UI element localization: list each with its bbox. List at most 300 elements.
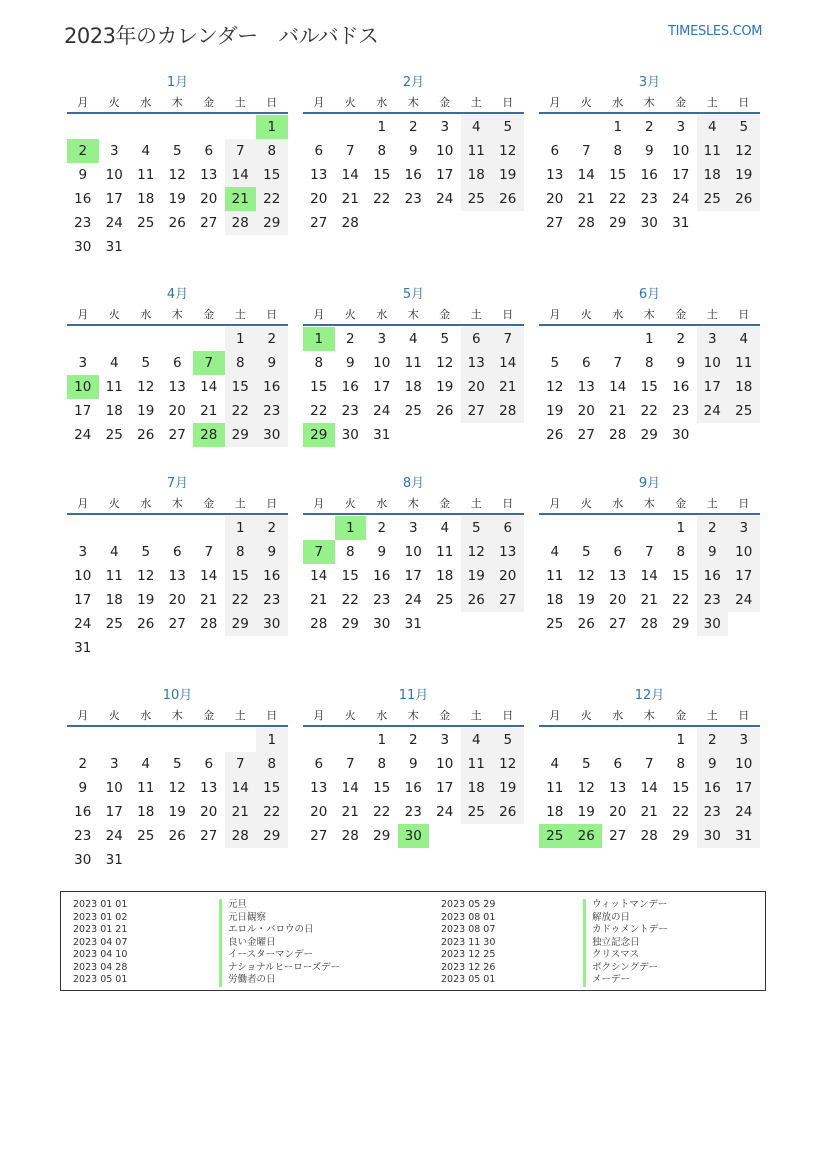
day-cell[interactable]: 3 <box>697 327 729 351</box>
day-cell[interactable]: 2 <box>256 516 288 540</box>
day-cell[interactable]: 27 <box>609 616 627 632</box>
day-cell[interactable]: 20 <box>577 403 595 419</box>
day-cell[interactable]: 6 <box>613 756 623 772</box>
day-cell[interactable]: 23 <box>697 588 729 612</box>
day-cell[interactable]: 11 <box>728 351 760 375</box>
day-cell[interactable]: 17 <box>436 167 454 183</box>
day-cell[interactable]: 3 <box>109 143 119 159</box>
day-cell[interactable]: 4 <box>550 544 560 560</box>
day-cell[interactable]: 24 <box>373 403 391 419</box>
day-cell[interactable]: 18 <box>461 776 493 800</box>
site-logo[interactable]: TIMESLES.COM <box>668 24 763 39</box>
day-cell[interactable]: 16 <box>74 191 92 207</box>
day-cell[interactable]: 21 <box>640 804 658 820</box>
day-cell[interactable]: 21 <box>492 375 524 399</box>
day-cell[interactable]: 16 <box>640 167 658 183</box>
day-cell[interactable]: 9 <box>676 355 686 371</box>
day-cell[interactable]: 15 <box>256 776 288 800</box>
day-cell[interactable]: 28 <box>341 215 359 231</box>
day-cell[interactable]: 14 <box>492 351 524 375</box>
day-cell[interactable]: 4 <box>141 143 151 159</box>
day-cell[interactable]: 20 <box>310 804 328 820</box>
day-cell[interactable]: 22 <box>609 191 627 207</box>
day-cell[interactable]: 1 <box>225 516 257 540</box>
day-cell[interactable]: 5 <box>172 756 182 772</box>
day-cell[interactable]: 23 <box>640 191 658 207</box>
day-cell[interactable]: 21 <box>200 403 218 419</box>
day-cell[interactable]: 2 <box>408 732 418 748</box>
day-cell[interactable]: 27 <box>609 828 627 844</box>
day-cell[interactable]: 9 <box>345 355 355 371</box>
day-cell[interactable]: 25 <box>697 187 729 211</box>
day-cell[interactable]: 2 <box>345 331 355 347</box>
day-cell[interactable]: 29 <box>672 616 690 632</box>
day-cell[interactable]: 23 <box>256 588 288 612</box>
day-cell[interactable]: 5 <box>728 115 760 139</box>
day-cell[interactable]: 7 <box>644 756 654 772</box>
day-cell[interactable]: 27 <box>577 427 595 443</box>
day-cell[interactable]: 16 <box>697 776 729 800</box>
day-cell[interactable]: 20 <box>168 403 186 419</box>
day-cell[interactable]: 10 <box>436 756 454 772</box>
day-cell[interactable]: 10 <box>105 167 123 183</box>
day-cell[interactable]: 5 <box>141 544 151 560</box>
day-cell[interactable]: 21 <box>577 191 595 207</box>
day-cell[interactable]: 30 <box>672 427 690 443</box>
day-cell[interactable]: 22 <box>256 187 288 211</box>
day-cell[interactable]: 8 <box>345 544 355 560</box>
day-cell[interactable]: 9 <box>78 780 88 796</box>
day-cell[interactable]: 15 <box>225 375 257 399</box>
day-cell[interactable]: 19 <box>168 191 186 207</box>
day-cell[interactable]: 7 <box>492 327 524 351</box>
day-cell[interactable]: 18 <box>137 191 155 207</box>
day-cell[interactable]: 1 <box>256 728 288 752</box>
day-cell[interactable]: 13 <box>200 167 218 183</box>
day-cell[interactable]: 4 <box>440 520 450 536</box>
day-cell[interactable]: 10 <box>404 544 422 560</box>
day-cell[interactable]: 13 <box>492 540 524 564</box>
day-cell[interactable]: 3 <box>676 119 686 135</box>
holiday-day-cell[interactable]: 1 <box>303 327 335 351</box>
day-cell[interactable]: 1 <box>377 732 387 748</box>
day-cell[interactable]: 14 <box>225 776 257 800</box>
day-cell[interactable]: 6 <box>314 756 324 772</box>
day-cell[interactable]: 29 <box>609 215 627 231</box>
day-cell[interactable]: 2 <box>697 728 729 752</box>
day-cell[interactable]: 28 <box>341 828 359 844</box>
day-cell[interactable]: 8 <box>225 351 257 375</box>
day-cell[interactable]: 21 <box>225 800 257 824</box>
day-cell[interactable]: 23 <box>256 399 288 423</box>
day-cell[interactable]: 11 <box>105 379 123 395</box>
day-cell[interactable]: 17 <box>404 568 422 584</box>
day-cell[interactable]: 12 <box>168 167 186 183</box>
day-cell[interactable]: 20 <box>200 804 218 820</box>
day-cell[interactable]: 9 <box>697 540 729 564</box>
day-cell[interactable]: 4 <box>697 115 729 139</box>
day-cell[interactable]: 26 <box>436 403 454 419</box>
day-cell[interactable]: 24 <box>436 804 454 820</box>
day-cell[interactable]: 2 <box>697 516 729 540</box>
day-cell[interactable]: 22 <box>225 399 257 423</box>
day-cell[interactable]: 22 <box>672 804 690 820</box>
day-cell[interactable]: 12 <box>577 780 595 796</box>
day-cell[interactable]: 27 <box>310 215 328 231</box>
day-cell[interactable]: 4 <box>141 756 151 772</box>
day-cell[interactable]: 10 <box>74 568 92 584</box>
day-cell[interactable]: 6 <box>613 544 623 560</box>
day-cell[interactable]: 2 <box>644 119 654 135</box>
day-cell[interactable]: 20 <box>461 375 493 399</box>
day-cell[interactable]: 11 <box>105 568 123 584</box>
day-cell[interactable]: 8 <box>256 139 288 163</box>
day-cell[interactable]: 1 <box>225 327 257 351</box>
day-cell[interactable]: 15 <box>672 568 690 584</box>
day-cell[interactable]: 8 <box>314 355 324 371</box>
day-cell[interactable]: 13 <box>200 780 218 796</box>
day-cell[interactable]: 25 <box>728 399 760 423</box>
day-cell[interactable]: 6 <box>204 143 214 159</box>
day-cell[interactable]: 14 <box>225 163 257 187</box>
day-cell[interactable]: 11 <box>546 780 564 796</box>
day-cell[interactable]: 12 <box>461 540 493 564</box>
day-cell[interactable]: 23 <box>697 800 729 824</box>
day-cell[interactable]: 4 <box>109 544 119 560</box>
day-cell[interactable]: 31 <box>105 852 123 868</box>
day-cell[interactable]: 2 <box>256 327 288 351</box>
day-cell[interactable]: 11 <box>697 139 729 163</box>
day-cell[interactable]: 11 <box>461 752 493 776</box>
day-cell[interactable]: 27 <box>200 215 218 231</box>
day-cell[interactable]: 3 <box>408 520 418 536</box>
day-cell[interactable]: 7 <box>613 355 623 371</box>
day-cell[interactable]: 20 <box>609 804 627 820</box>
day-cell[interactable]: 24 <box>728 588 760 612</box>
day-cell[interactable]: 6 <box>581 355 591 371</box>
day-cell[interactable]: 8 <box>676 544 686 560</box>
holiday-day-cell[interactable]: 29 <box>303 423 335 447</box>
day-cell[interactable]: 25 <box>105 427 123 443</box>
day-cell[interactable]: 30 <box>697 612 729 636</box>
day-cell[interactable]: 26 <box>461 588 493 612</box>
day-cell[interactable]: 3 <box>728 516 760 540</box>
holiday-day-cell[interactable]: 26 <box>571 824 603 848</box>
day-cell[interactable]: 26 <box>546 427 564 443</box>
day-cell[interactable]: 19 <box>168 804 186 820</box>
day-cell[interactable]: 24 <box>672 191 690 207</box>
day-cell[interactable]: 21 <box>341 804 359 820</box>
day-cell[interactable]: 19 <box>436 379 454 395</box>
day-cell[interactable]: 15 <box>225 564 257 588</box>
day-cell[interactable]: 23 <box>373 592 391 608</box>
day-cell[interactable]: 4 <box>461 728 493 752</box>
day-cell[interactable]: 18 <box>404 379 422 395</box>
day-cell[interactable]: 19 <box>728 163 760 187</box>
day-cell[interactable]: 16 <box>373 568 391 584</box>
day-cell[interactable]: 21 <box>200 592 218 608</box>
day-cell[interactable]: 1 <box>676 732 686 748</box>
day-cell[interactable]: 26 <box>492 187 524 211</box>
day-cell[interactable]: 31 <box>728 824 760 848</box>
day-cell[interactable]: 25 <box>461 187 493 211</box>
day-cell[interactable]: 19 <box>461 564 493 588</box>
day-cell[interactable]: 17 <box>74 403 92 419</box>
day-cell[interactable]: 22 <box>672 592 690 608</box>
day-cell[interactable]: 11 <box>137 780 155 796</box>
day-cell[interactable]: 16 <box>74 804 92 820</box>
day-cell[interactable]: 15 <box>640 379 658 395</box>
day-cell[interactable]: 26 <box>137 616 155 632</box>
day-cell[interactable]: 25 <box>105 616 123 632</box>
day-cell[interactable]: 7 <box>345 756 355 772</box>
day-cell[interactable]: 14 <box>640 568 658 584</box>
day-cell[interactable]: 11 <box>546 568 564 584</box>
day-cell[interactable]: 12 <box>137 379 155 395</box>
day-cell[interactable]: 19 <box>546 403 564 419</box>
day-cell[interactable]: 15 <box>310 379 328 395</box>
day-cell[interactable]: 12 <box>546 379 564 395</box>
day-cell[interactable]: 3 <box>728 728 760 752</box>
day-cell[interactable]: 19 <box>577 592 595 608</box>
day-cell[interactable]: 20 <box>609 592 627 608</box>
day-cell[interactable]: 22 <box>256 800 288 824</box>
day-cell[interactable]: 14 <box>341 167 359 183</box>
day-cell[interactable]: 5 <box>141 355 151 371</box>
day-cell[interactable]: 24 <box>105 215 123 231</box>
day-cell[interactable]: 5 <box>581 756 591 772</box>
day-cell[interactable]: 11 <box>461 139 493 163</box>
day-cell[interactable]: 8 <box>377 143 387 159</box>
day-cell[interactable]: 26 <box>492 800 524 824</box>
day-cell[interactable]: 22 <box>373 804 391 820</box>
day-cell[interactable]: 31 <box>105 239 123 255</box>
day-cell[interactable]: 10 <box>672 143 690 159</box>
day-cell[interactable]: 3 <box>78 544 88 560</box>
day-cell[interactable]: 31 <box>74 640 92 656</box>
day-cell[interactable]: 29 <box>256 211 288 235</box>
holiday-day-cell[interactable]: 10 <box>67 375 99 399</box>
day-cell[interactable]: 9 <box>78 167 88 183</box>
holiday-day-cell[interactable]: 2 <box>67 139 99 163</box>
day-cell[interactable]: 17 <box>697 375 729 399</box>
day-cell[interactable]: 25 <box>546 616 564 632</box>
day-cell[interactable]: 22 <box>310 403 328 419</box>
day-cell[interactable]: 22 <box>225 588 257 612</box>
day-cell[interactable]: 14 <box>200 568 218 584</box>
day-cell[interactable]: 5 <box>440 331 450 347</box>
day-cell[interactable]: 21 <box>609 403 627 419</box>
day-cell[interactable]: 5 <box>492 115 524 139</box>
day-cell[interactable]: 13 <box>310 167 328 183</box>
day-cell[interactable]: 2 <box>377 520 387 536</box>
day-cell[interactable]: 15 <box>373 167 391 183</box>
day-cell[interactable]: 19 <box>492 163 524 187</box>
day-cell[interactable]: 25 <box>436 592 454 608</box>
day-cell[interactable]: 28 <box>640 616 658 632</box>
day-cell[interactable]: 26 <box>137 427 155 443</box>
day-cell[interactable]: 8 <box>676 756 686 772</box>
day-cell[interactable]: 28 <box>225 824 257 848</box>
day-cell[interactable]: 24 <box>404 592 422 608</box>
day-cell[interactable]: 18 <box>728 375 760 399</box>
day-cell[interactable]: 24 <box>74 427 92 443</box>
day-cell[interactable]: 6 <box>461 327 493 351</box>
day-cell[interactable]: 5 <box>492 728 524 752</box>
day-cell[interactable]: 4 <box>109 355 119 371</box>
day-cell[interactable]: 17 <box>105 804 123 820</box>
day-cell[interactable]: 16 <box>672 379 690 395</box>
day-cell[interactable]: 30 <box>373 616 391 632</box>
day-cell[interactable]: 31 <box>373 427 391 443</box>
day-cell[interactable]: 9 <box>408 143 418 159</box>
day-cell[interactable]: 3 <box>440 732 450 748</box>
day-cell[interactable]: 20 <box>200 191 218 207</box>
day-cell[interactable]: 29 <box>225 612 257 636</box>
day-cell[interactable]: 31 <box>672 215 690 231</box>
day-cell[interactable]: 13 <box>168 379 186 395</box>
day-cell[interactable]: 27 <box>168 427 186 443</box>
day-cell[interactable]: 15 <box>341 568 359 584</box>
day-cell[interactable]: 26 <box>168 215 186 231</box>
day-cell[interactable]: 29 <box>341 616 359 632</box>
day-cell[interactable]: 11 <box>137 167 155 183</box>
day-cell[interactable]: 20 <box>546 191 564 207</box>
day-cell[interactable]: 6 <box>314 143 324 159</box>
day-cell[interactable]: 19 <box>577 804 595 820</box>
day-cell[interactable]: 1 <box>613 119 623 135</box>
day-cell[interactable]: 14 <box>640 780 658 796</box>
day-cell[interactable]: 24 <box>728 800 760 824</box>
holiday-day-cell[interactable]: 1 <box>335 516 367 540</box>
day-cell[interactable]: 28 <box>640 828 658 844</box>
day-cell[interactable]: 27 <box>168 616 186 632</box>
day-cell[interactable]: 24 <box>74 616 92 632</box>
day-cell[interactable]: 10 <box>697 351 729 375</box>
day-cell[interactable]: 29 <box>225 423 257 447</box>
day-cell[interactable]: 29 <box>256 824 288 848</box>
day-cell[interactable]: 30 <box>697 824 729 848</box>
day-cell[interactable]: 27 <box>546 215 564 231</box>
day-cell[interactable]: 6 <box>550 143 560 159</box>
day-cell[interactable]: 15 <box>373 780 391 796</box>
day-cell[interactable]: 25 <box>137 215 155 231</box>
day-cell[interactable]: 17 <box>373 379 391 395</box>
day-cell[interactable]: 24 <box>436 191 454 207</box>
day-cell[interactable]: 13 <box>168 568 186 584</box>
day-cell[interactable]: 17 <box>728 776 760 800</box>
day-cell[interactable]: 16 <box>697 564 729 588</box>
day-cell[interactable]: 7 <box>581 143 591 159</box>
day-cell[interactable]: 3 <box>109 756 119 772</box>
day-cell[interactable]: 12 <box>577 568 595 584</box>
day-cell[interactable]: 28 <box>609 427 627 443</box>
day-cell[interactable]: 14 <box>310 568 328 584</box>
day-cell[interactable]: 10 <box>728 540 760 564</box>
day-cell[interactable]: 18 <box>436 568 454 584</box>
day-cell[interactable]: 10 <box>105 780 123 796</box>
day-cell[interactable]: 6 <box>204 756 214 772</box>
day-cell[interactable]: 30 <box>640 215 658 231</box>
day-cell[interactable]: 8 <box>644 355 654 371</box>
day-cell[interactable]: 22 <box>640 403 658 419</box>
day-cell[interactable]: 28 <box>577 215 595 231</box>
day-cell[interactable]: 27 <box>461 399 493 423</box>
day-cell[interactable]: 9 <box>644 143 654 159</box>
day-cell[interactable]: 18 <box>546 804 564 820</box>
day-cell[interactable]: 8 <box>613 143 623 159</box>
day-cell[interactable]: 16 <box>341 379 359 395</box>
day-cell[interactable]: 30 <box>256 612 288 636</box>
holiday-day-cell[interactable]: 28 <box>193 423 225 447</box>
day-cell[interactable]: 12 <box>728 139 760 163</box>
day-cell[interactable]: 16 <box>404 780 422 796</box>
day-cell[interactable]: 28 <box>492 399 524 423</box>
day-cell[interactable]: 29 <box>672 828 690 844</box>
day-cell[interactable]: 12 <box>137 568 155 584</box>
day-cell[interactable]: 3 <box>440 119 450 135</box>
day-cell[interactable]: 5 <box>172 143 182 159</box>
day-cell[interactable]: 2 <box>78 756 88 772</box>
day-cell[interactable]: 20 <box>492 564 524 588</box>
day-cell[interactable]: 18 <box>137 804 155 820</box>
day-cell[interactable]: 26 <box>577 616 595 632</box>
day-cell[interactable]: 28 <box>225 211 257 235</box>
day-cell[interactable]: 7 <box>204 544 214 560</box>
day-cell[interactable]: 9 <box>256 540 288 564</box>
day-cell[interactable]: 23 <box>74 215 92 231</box>
day-cell[interactable]: 17 <box>105 191 123 207</box>
day-cell[interactable]: 7 <box>345 143 355 159</box>
day-cell[interactable]: 30 <box>256 423 288 447</box>
day-cell[interactable]: 23 <box>404 804 422 820</box>
day-cell[interactable]: 9 <box>377 544 387 560</box>
day-cell[interactable]: 18 <box>105 403 123 419</box>
day-cell[interactable]: 1 <box>676 520 686 536</box>
holiday-day-cell[interactable]: 30 <box>398 824 430 848</box>
day-cell[interactable]: 23 <box>341 403 359 419</box>
holiday-day-cell[interactable]: 25 <box>539 824 571 848</box>
day-cell[interactable]: 21 <box>341 191 359 207</box>
day-cell[interactable]: 18 <box>105 592 123 608</box>
day-cell[interactable]: 29 <box>640 427 658 443</box>
day-cell[interactable]: 7 <box>225 752 257 776</box>
day-cell[interactable]: 23 <box>74 828 92 844</box>
day-cell[interactable]: 10 <box>373 355 391 371</box>
day-cell[interactable]: 4 <box>461 115 493 139</box>
day-cell[interactable]: 2 <box>408 119 418 135</box>
day-cell[interactable]: 6 <box>172 355 182 371</box>
holiday-day-cell[interactable]: 7 <box>193 351 225 375</box>
day-cell[interactable]: 4 <box>550 756 560 772</box>
day-cell[interactable]: 5 <box>550 355 560 371</box>
day-cell[interactable]: 17 <box>728 564 760 588</box>
day-cell[interactable]: 10 <box>436 143 454 159</box>
day-cell[interactable]: 5 <box>581 544 591 560</box>
day-cell[interactable]: 16 <box>256 375 288 399</box>
day-cell[interactable]: 4 <box>728 327 760 351</box>
day-cell[interactable]: 9 <box>256 351 288 375</box>
day-cell[interactable]: 22 <box>373 191 391 207</box>
day-cell[interactable]: 13 <box>461 351 493 375</box>
day-cell[interactable]: 12 <box>436 355 454 371</box>
day-cell[interactable]: 12 <box>168 780 186 796</box>
holiday-day-cell[interactable]: 7 <box>303 540 335 564</box>
day-cell[interactable]: 6 <box>172 544 182 560</box>
day-cell[interactable]: 21 <box>640 592 658 608</box>
day-cell[interactable]: 26 <box>728 187 760 211</box>
day-cell[interactable]: 4 <box>408 331 418 347</box>
